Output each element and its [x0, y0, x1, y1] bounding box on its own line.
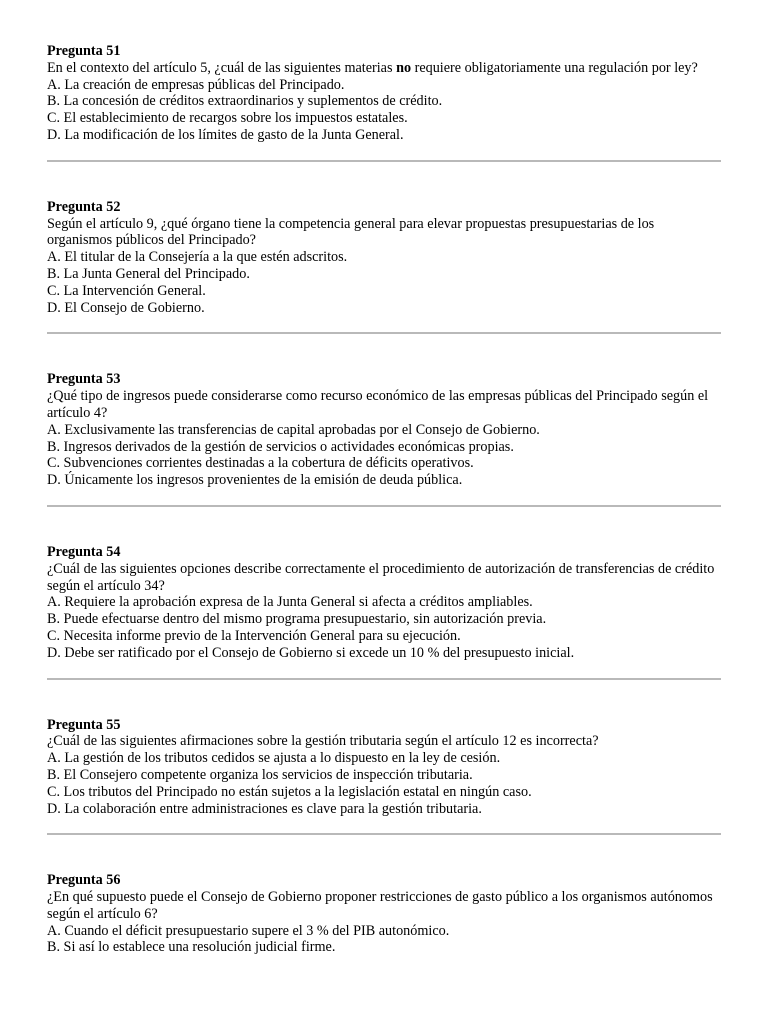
option-d: D. La modificación de los límites de gasto de la Junta General. — [47, 126, 404, 143]
question-54 — [47, 544, 721, 662]
question-text — [47, 60, 721, 77]
option-c: C. La Intervención General. — [47, 282, 206, 299]
option-a: A. La gestión de los tributos cedidos se ajusta a lo dispuesto en la ley de cesión. — [47, 750, 501, 767]
option-a: A. Exclusivamente las transferencias de capital aprobadas por el Consejo de Gobierno. — [47, 421, 540, 438]
question-52 — [47, 199, 721, 317]
question-title: Pregunta 53 — [47, 371, 121, 388]
option-c: C. Subvenciones corrientes destinadas a la cobertura de déficits operativos. — [47, 455, 474, 472]
question-divider — [47, 160, 721, 162]
option-b: B. Si así lo establece una resolución judicial firme. — [47, 939, 336, 956]
option-d: D. Únicamente los ingresos provenientes de la emisión de deuda pública. — [47, 472, 463, 489]
option-b: B. La concesión de créditos extraordinarios y suplementos de crédito. — [47, 93, 443, 110]
question-53 — [47, 371, 721, 489]
question-text-part: requiere obligatoriamente una regulación por ley? — [411, 59, 698, 76]
question-title: Pregunta 51 — [47, 43, 121, 59]
question-divider — [47, 833, 721, 835]
question-title: Pregunta 55 — [47, 716, 121, 733]
question-text: ¿Cuál de las siguientes opciones describe correctamente el procedimiento de autorización de transferencias de crédito según el artículo 34? — [47, 560, 715, 594]
option-c: C. Los tributos del Principado no están sujetos a la legislación estatal en ningún caso. — [47, 783, 532, 800]
question-text: ¿Qué tipo de ingresos puede considerarse como recurso económico de las empresas públicas del Principado según el artículo 4? — [47, 388, 709, 421]
question-51 — [47, 43, 721, 144]
option-c: C. El establecimiento de recargos sobre los impuestos estatales. — [47, 110, 408, 127]
question-text: ¿En qué supuesto puede el Consejo de Gobierno proponer restricciones de gasto público a los organismos autónomos según el artículo 6? — [47, 889, 713, 922]
option-c: C. Necesita informe previo de la Intervención General para su ejecución. — [47, 627, 461, 644]
question-title: Pregunta 52 — [47, 198, 121, 215]
question-55 — [47, 717, 721, 818]
question-text-part: En el contexto del artículo 5, ¿cuál de las siguientes materias — [47, 59, 397, 76]
option-b: B. El Consejero competente organiza los servicios de inspección tributaria. — [47, 766, 473, 783]
option-d: D. La colaboración entre administraciones es clave para la gestión tributaria. — [47, 800, 482, 817]
question-title: Pregunta 56 — [47, 872, 121, 889]
option-a: A. Requiere la aprobación expresa de la Junta General si afecta a créditos ampliables. — [47, 594, 533, 611]
option-d: D. El Consejo de Gobierno. — [47, 299, 205, 316]
option-d: D. Debe ser ratificado por el Consejo de Gobierno si excede un 10 % del presupuesto inicial. — [47, 644, 575, 661]
question-divider — [47, 505, 721, 507]
question-text: ¿Cuál de las siguientes afirmaciones sobre la gestión tributaria según el artículo 12 es incorrecta? — [47, 733, 599, 750]
question-divider — [47, 332, 721, 334]
option-a: A. Cuando el déficit presupuestario supere el 3 % del PIB autonómico. — [47, 922, 450, 939]
option-b: B. La Junta General del Principado. — [47, 265, 250, 282]
option-a: A. La creación de empresas públicas del Principado. — [47, 76, 345, 93]
option-b: B. Ingresos derivados de la gestión de servicios o actividades económicas propias. — [47, 438, 514, 455]
question-title: Pregunta 54 — [47, 543, 121, 560]
option-b: B. Puede efectuarse dentro del mismo programa presupuestario, sin autorización previa. — [47, 611, 547, 628]
question-text-emphasis: no — [396, 59, 412, 76]
question-56 — [47, 872, 721, 956]
question-text: Según el artículo 9, ¿qué órgano tiene la competencia general para elevar propuestas presupuestarias de los organismos públicos del Principado? — [47, 215, 655, 249]
question-divider — [47, 678, 721, 680]
option-a: A. El titular de la Consejería a la que estén adscritos. — [47, 249, 348, 266]
